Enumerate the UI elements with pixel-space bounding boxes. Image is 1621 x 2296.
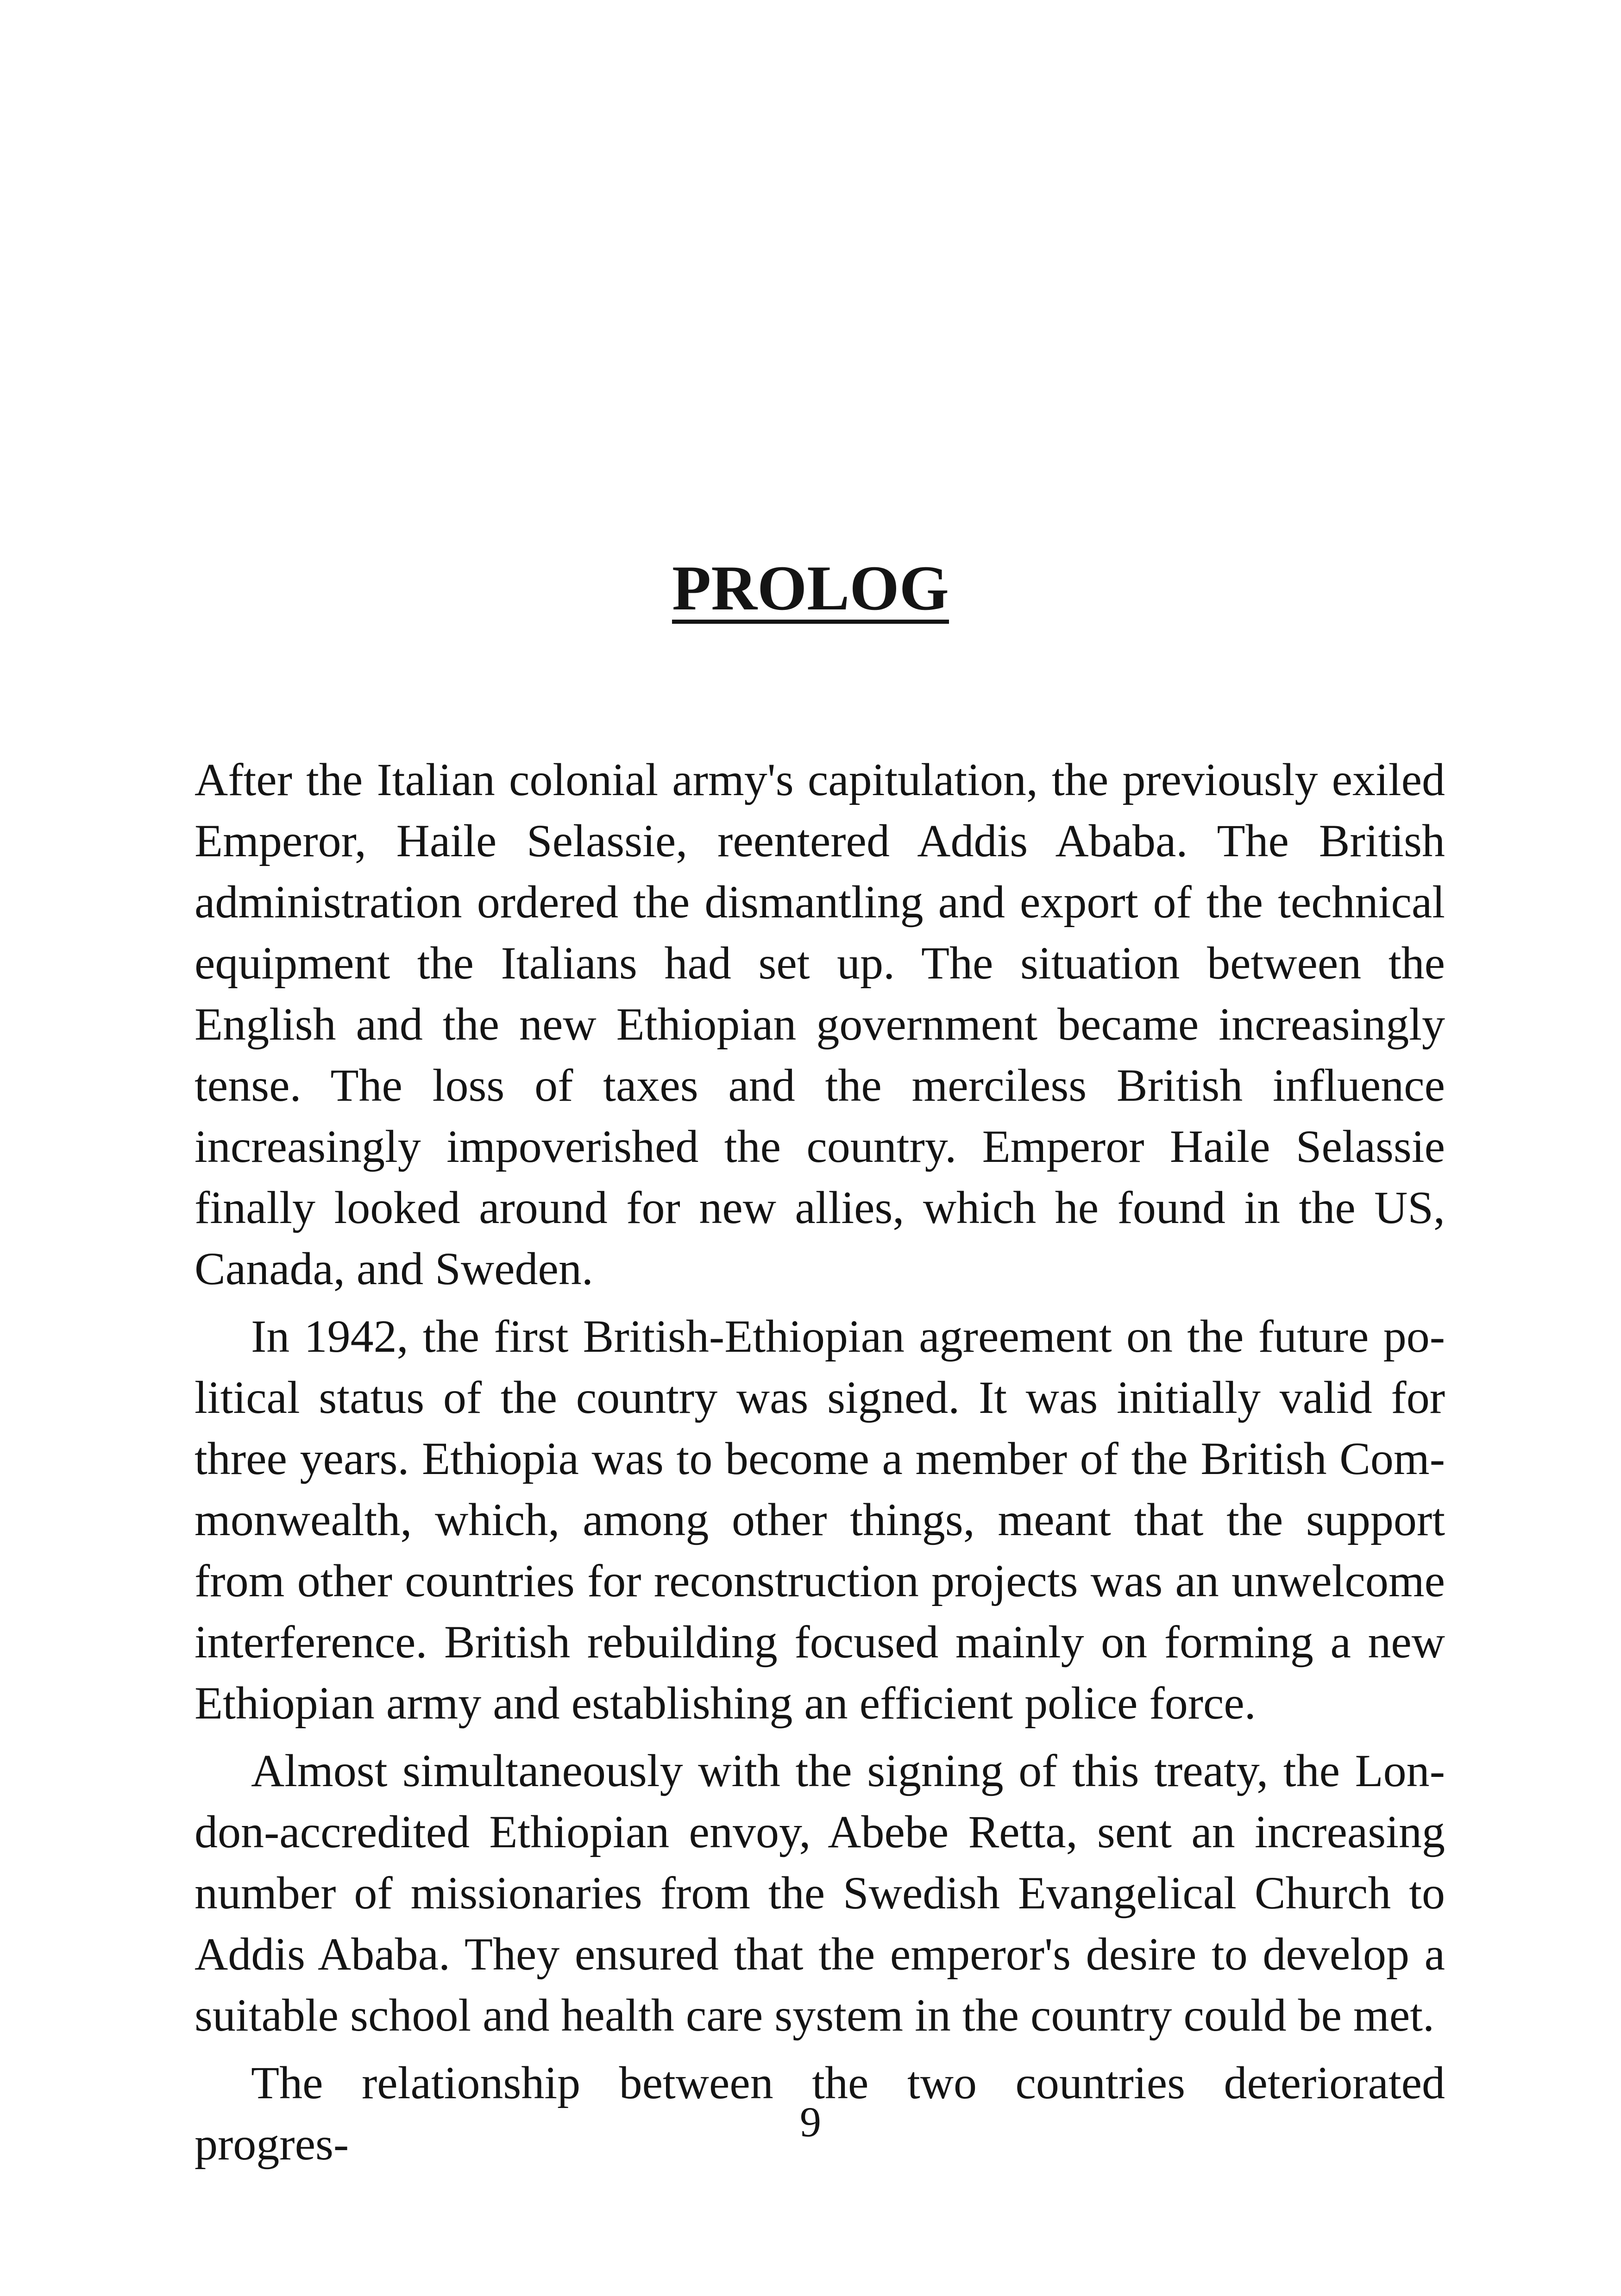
paragraph: Almost simultaneously with the signing of this treaty, the London-accredited Ethiopian envoy, Abebe Retta, sent an increasing number of missionaries from the Swedish Evangelical Church to Addis Ababa. They ensured that the emperor's desire to develop a suitable school and health care system in the country could be met. (195, 1745, 1445, 2041)
paragraph: After the Italian colonial army's capitulation, the previously exiled Emperor, Haile Selassie, reentered Addis Ababa. The British administration ordered the dismantling and export of the technical equipment the Italians had set up. The situation between the English and the new Ethiopian government became increasingly tense. The loss of taxes and the merciless British influence increasingly impoverished the country. Emperor Haile Selassie finally looked around for new allies, which he found in the US, Canada, and Sweden. (195, 754, 1445, 1294)
body-text (195, 749, 1445, 2175)
paragraph: The relationship between the two countries deteriorated progres- (195, 2057, 1445, 2170)
paragraph: In 1942, the first British-Ethiopian agreement on the future political status of the country was signed. It was initially valid for three years. Ethiopia was to become a member of the British Commonwealth, which, among other things, meant that the support from other countries for reconstruction projects was an unwelcome interference. British rebuilding focused mainly on forming a new Ethiopian army and establishing an efficient police force. (195, 1311, 1445, 1729)
chapter-title: PROLOG (672, 552, 949, 623)
page-number: 9 (800, 2098, 821, 2145)
